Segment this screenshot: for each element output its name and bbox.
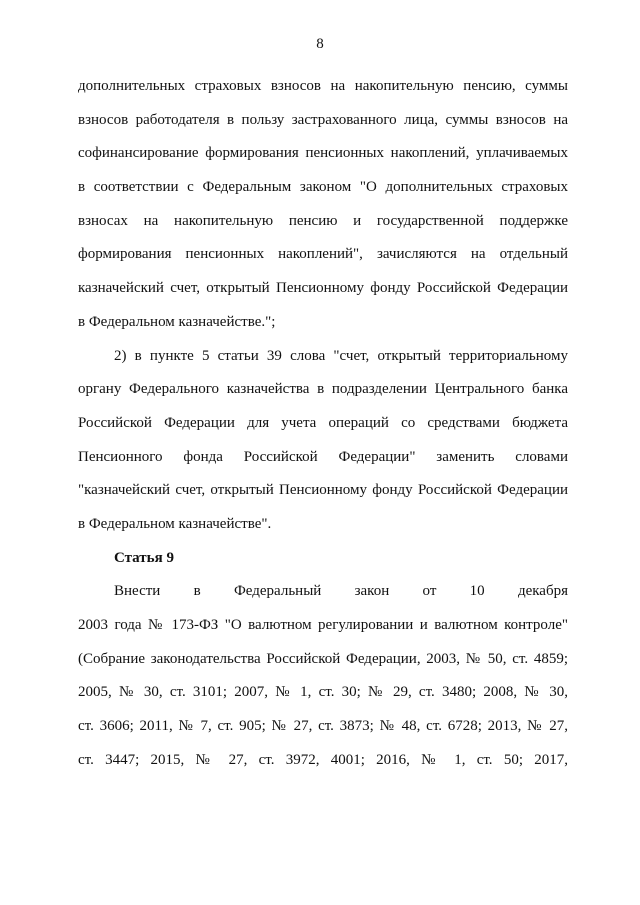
page-number: 8 (316, 36, 324, 52)
text-line: органу Федерального казначейства в подразделении Центрального банка (78, 381, 568, 398)
text-line: (Собрание законодательства Российской Федерации, 2003, № 50, ст. 4859; (78, 650, 568, 667)
text-line: Внести в Федеральный закон от 10 декабря (114, 583, 568, 600)
text-line: софинансирование формирования пенсионных накоплений, уплачиваемых (78, 145, 568, 162)
text-line: взносах на накопительную пенсию и государственной поддержке (78, 212, 568, 229)
text-line: казначейский счет, открытый Пенсионному фонду Российской Федерации (78, 280, 568, 297)
text-line: 2005, № 30, ст. 3101; 2007, № 1, ст. 30; № 29, ст. 3480; 2008, № 30, (78, 684, 568, 701)
text-line: в Федеральном казначействе". (78, 515, 272, 532)
text-line: Пенсионного фонда Российской Федерации" заменить словами (78, 448, 568, 465)
text-line: ст. 3447; 2015, № 27, ст. 3972, 4001; 2016, № 1, ст. 50; 2017, (78, 751, 568, 768)
text-line: формирования пенсионных накоплений", зачисляются на отдельный (78, 246, 568, 263)
text-line: 2) в пункте 5 статьи 39 слова "счет, открытый территориальному (114, 347, 568, 364)
article-heading: Статья 9 (114, 549, 174, 566)
text-line: в Федеральном казначействе."; (78, 313, 276, 330)
text-line: "казначейский счет, открытый Пенсионному фонду Российской Федерации (78, 482, 568, 499)
text-line: взносов работодателя в пользу застрахованного лица, суммы взносов на (78, 111, 568, 128)
text-line: дополнительных страховых взносов на накопительную пенсию, суммы (78, 78, 568, 94)
text-line: ст. 3606; 2011, № 7, ст. 905; № 27, ст. 3873; № 48, ст. 6728; 2013, № 27, (78, 718, 568, 735)
document-body (78, 70, 568, 777)
text-line: Российской Федерации для учета операций со средствами бюджета (78, 414, 568, 431)
text-line: 2003 года № 173-ФЗ "О валютном регулировании и валютном контроле" (78, 617, 568, 633)
text-line: в соответствии с Федеральным законом "О дополнительных страховых (78, 179, 568, 196)
